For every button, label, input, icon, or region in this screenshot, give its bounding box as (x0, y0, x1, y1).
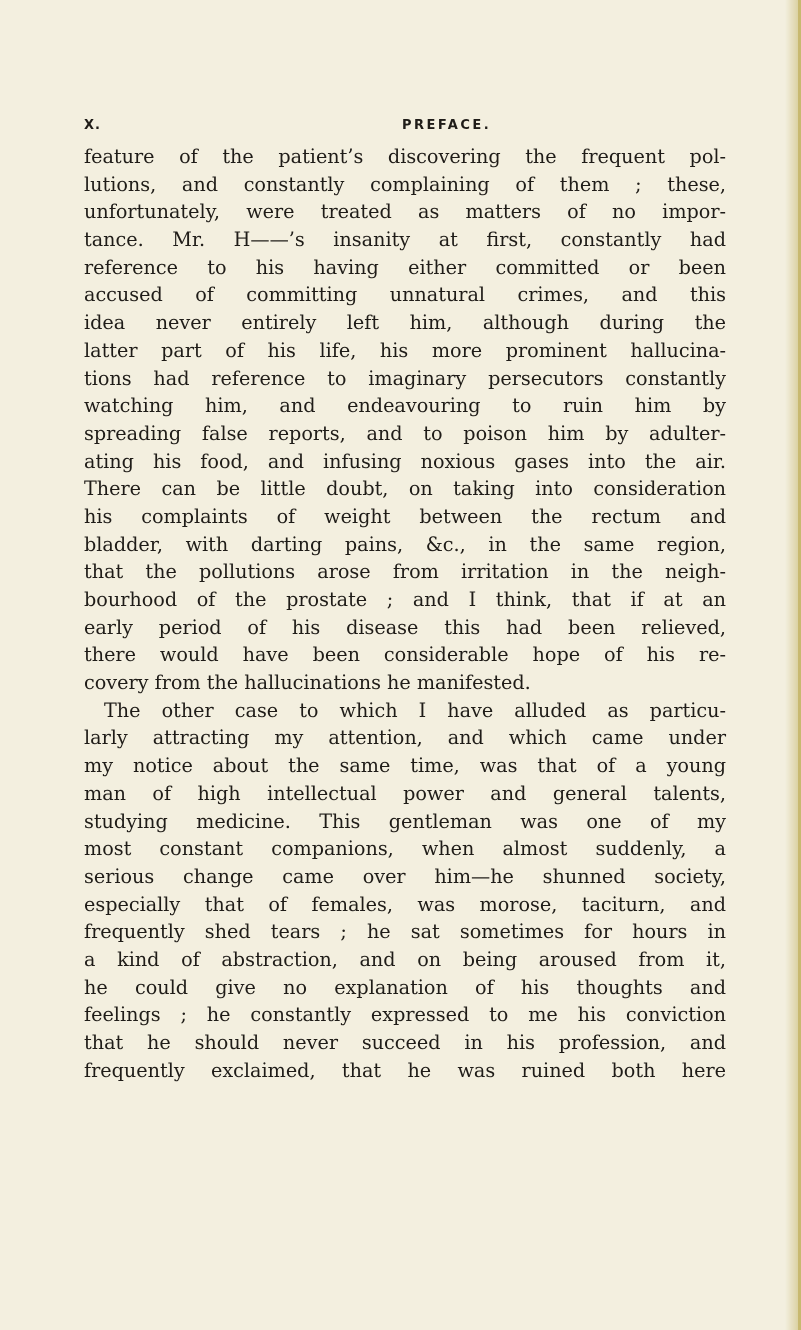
text-line: frequently shed tears ; he sat sometimes for hours in (84, 920, 726, 944)
text-line: that the pollutions arose from irritation in the neigh- (84, 560, 726, 584)
text-line: feelings ; he constantly expressed to me his conviction (84, 1003, 726, 1027)
text-line: he could give no explanation of his thoughts and (84, 975, 726, 999)
text-line: a kind of abstraction, and on being aroused from it, (84, 947, 726, 971)
page-edge (785, 0, 801, 1330)
page-header (84, 118, 726, 142)
paragraph-end-line: covery from the hallucinations he manifested. (84, 671, 531, 695)
text-line: feature of the patient’s discovering the frequent pol- (84, 145, 726, 168)
text-line: especially that of females, was morose, taciturn, and (84, 892, 726, 916)
text-line: larly attracting my attention, and which came under (84, 726, 726, 750)
text-line: accused of committing unnatural crimes, and this (84, 283, 726, 307)
text-line: there would have been considerable hope of his re- (84, 643, 726, 667)
text-line: that he should never succeed in his profession, and (84, 1031, 726, 1054)
paragraph-start-line: The other case to which I have alluded as particu- (104, 698, 726, 722)
text-line: early period of his disease this had been relieved, (84, 615, 726, 639)
text-line: reference to his having either committed or been (84, 255, 726, 279)
text-line: most constant companions, when almost suddenly, a (84, 837, 726, 861)
text-line: ating his food, and infusing noxious gases into the air. (84, 449, 726, 473)
text-line: There can be little doubt, on taking into consideration (84, 477, 726, 501)
text-line: watching him, and endeavouring to ruin him by (84, 394, 726, 418)
text-line: tions had reference to imaginary persecutors constantly (84, 366, 726, 390)
text-line: lutions, and constantly complaining of them ; these, (84, 172, 726, 196)
body-text (84, 143, 726, 1084)
text-line: idea never entirely left him, although during the (84, 311, 726, 335)
text-line: frequently exclaimed, that he was ruined both here (84, 1058, 726, 1082)
text-line: spreading false reports, and to poison him by adulter- (84, 421, 726, 445)
text-line: bladder, with darting pains, &c., in the same region, (84, 532, 726, 556)
text-line: man of high intellectual power and general talents, (84, 781, 726, 805)
text-line: tance. Mr. H——’s insanity at first, constantly had (84, 228, 726, 252)
running-head: PREFACE. (402, 118, 492, 133)
page-number: X. (84, 118, 101, 133)
text-line: my notice about the same time, was that of a young (84, 754, 726, 778)
text-line: studying medicine. This gentleman was one of my (84, 809, 726, 833)
text-line: unfortunately, were treated as matters of no impor- (84, 200, 726, 224)
text-line: serious change came over him—he shunned society, (84, 864, 726, 888)
text-line: bourhood of the prostate ; and I think, that if at an (84, 588, 726, 611)
text-line: his complaints of weight between the rectum and (84, 504, 726, 528)
text-line: latter part of his life, his more prominent hallucina- (84, 338, 726, 362)
